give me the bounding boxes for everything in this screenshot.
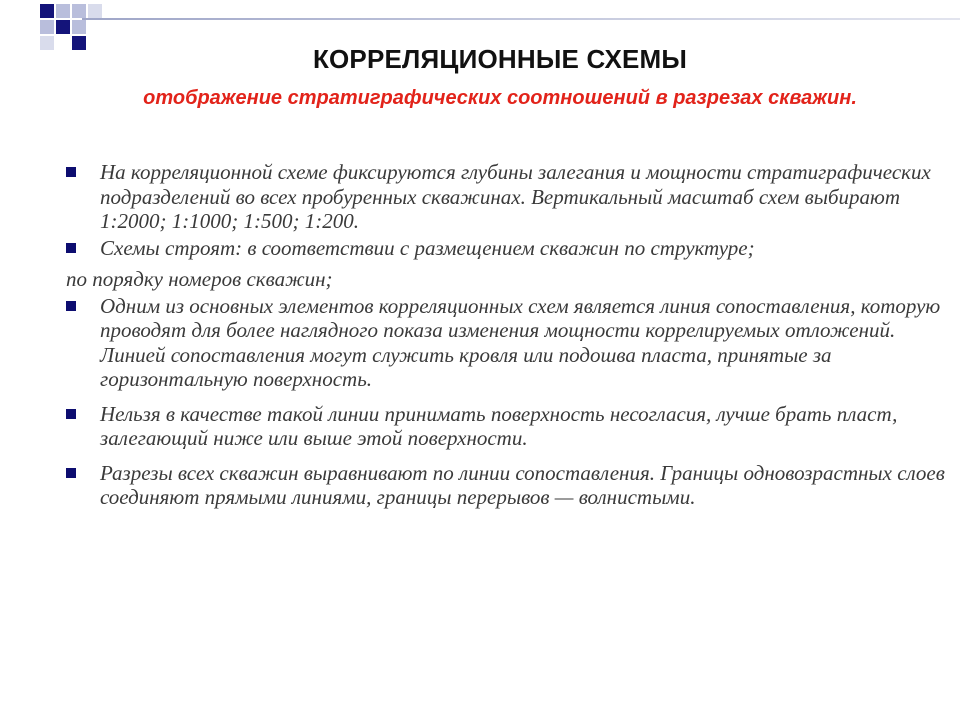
list-item [66,160,946,234]
top-divider-line [82,18,960,20]
list-item [66,294,946,392]
list-item [66,402,946,451]
slide-title: КОРРЕЛЯЦИОННЫЕ СХЕМЫ [312,44,688,74]
bullet-square-icon [66,167,76,177]
bullet-square-icon [66,468,76,478]
list-item-text: Разрезы всех скважин выравнивают по линии сопоставления. Границы одновозрастных слоев соединяют прямыми линиями, границы перерывов — волнистыми. [100,460,945,509]
slide-subtitle: отображение стратиграфических соотношений в разрезах скважин. [143,87,857,109]
list-item-text: Одним из основных элементов корреляционных схем является линия сопоставления, которую проводят для более наглядного показа изменения мощности коррелируемых отложений. Линией сопоставления могут служить кровля или подошва пласта, принятые за горизонтальную поверхность. [100,293,941,391]
list-item-text: Нельзя в качестве такой линии принимать поверхность несогласия, лучше брать пласт, залегающий ниже или выше этой поверхности. [100,401,898,450]
bullet-square-icon [66,409,76,419]
bullet-square-icon [66,301,76,311]
plain-line: по порядку номеров скважин; [66,267,333,291]
slide-body [66,160,946,510]
list-item [66,236,946,261]
list-item [66,461,946,510]
bullet-square-icon [66,243,76,253]
list-item-text: На корреляционной схеме фиксируются глубины залегания и мощности стратиграфических подразделений во всех пробуренных скважинах. Вертикальный масштаб схем выбирают 1:2000; 1:1000; 1:500; 1:200. [100,160,931,233]
list-item-text: Схемы строят: в соответствии с размещением скважин по структуре; [100,235,755,260]
